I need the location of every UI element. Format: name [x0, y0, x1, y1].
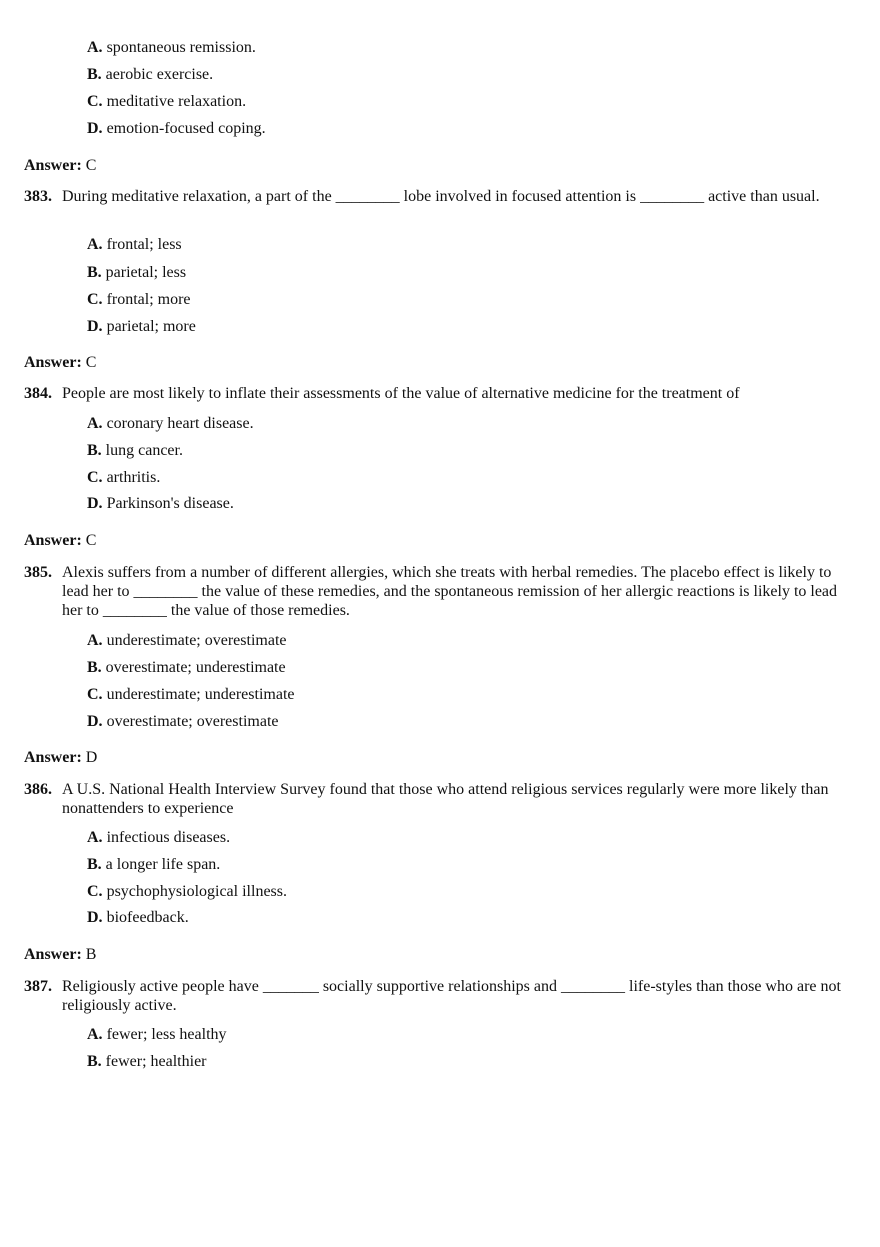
option-d: D. Parkinson's disease. — [87, 495, 234, 512]
option-d: D. biofeedback. — [87, 909, 189, 926]
question-text: During meditative relaxation, a part of the ________ lobe involved in focused attention is ________ active than usual. — [62, 188, 820, 205]
answer-line: Answer: C — [24, 354, 97, 371]
question-text: Religiously active people have _______ socially supportive relationships and ________ life-styles than those who are not religiously active. — [62, 978, 841, 1014]
question-text: People are most likely to inflate their assessments of the value of alternative medicine for the treatment of — [62, 385, 740, 402]
answer-line: Answer: C — [24, 532, 97, 549]
answer-line: Answer: B — [24, 946, 97, 963]
option-d: D. parietal; more — [87, 318, 196, 335]
option-b: B. overestimate; underestimate — [87, 659, 286, 676]
answer-line: Answer: C — [24, 157, 97, 174]
answer-line: Answer: D — [24, 749, 98, 766]
option-a: A. infectious diseases. — [87, 829, 231, 846]
option-d: D. emotion-focused coping. — [87, 120, 266, 137]
question-text: A U.S. National Health Interview Survey found that those who attend religious services regularly were more likely than nonattenders to experience — [62, 781, 829, 817]
question-387 — [24, 977, 844, 1015]
question-384 — [24, 384, 844, 403]
option-c: C. frontal; more — [87, 291, 191, 308]
question-text: Alexis suffers from a number of different allergies, which she treats with herbal remedies. The placebo effect is likely to lead her to ________ the value of these remedies, and the spontaneous remission of her allergic reactions is likely to lead her to ________ the value of those remedies. — [62, 564, 838, 619]
option-c: C. arthritis. — [87, 469, 161, 486]
option-c: C. meditative relaxation. — [87, 93, 247, 110]
option-b: B. lung cancer. — [87, 442, 183, 459]
option-d: D. overestimate; overestimate — [87, 713, 279, 730]
question-number: 387. — [24, 978, 52, 995]
option-b: B. aerobic exercise. — [87, 66, 214, 83]
question-383 — [24, 187, 844, 206]
option-a: A. underestimate; overestimate — [87, 632, 287, 649]
question-386 — [24, 780, 844, 818]
question-385 — [24, 563, 844, 620]
option-a: A. fewer; less healthy — [87, 1026, 227, 1043]
option-b: B. parietal; less — [87, 264, 187, 281]
option-b: B. fewer; healthier — [87, 1053, 207, 1070]
question-number: 383. — [24, 188, 52, 205]
option-c: C. psychophysiological illness. — [87, 883, 287, 900]
question-number: 385. — [24, 564, 52, 581]
option-a: A. coronary heart disease. — [87, 415, 254, 432]
option-b: B. a longer life span. — [87, 856, 221, 873]
option-c: C. underestimate; underestimate — [87, 686, 295, 703]
option-a: A. frontal; less — [87, 236, 182, 253]
option-a: A. spontaneous remission. — [87, 39, 256, 56]
question-number: 384. — [24, 385, 52, 402]
question-number: 386. — [24, 781, 52, 798]
